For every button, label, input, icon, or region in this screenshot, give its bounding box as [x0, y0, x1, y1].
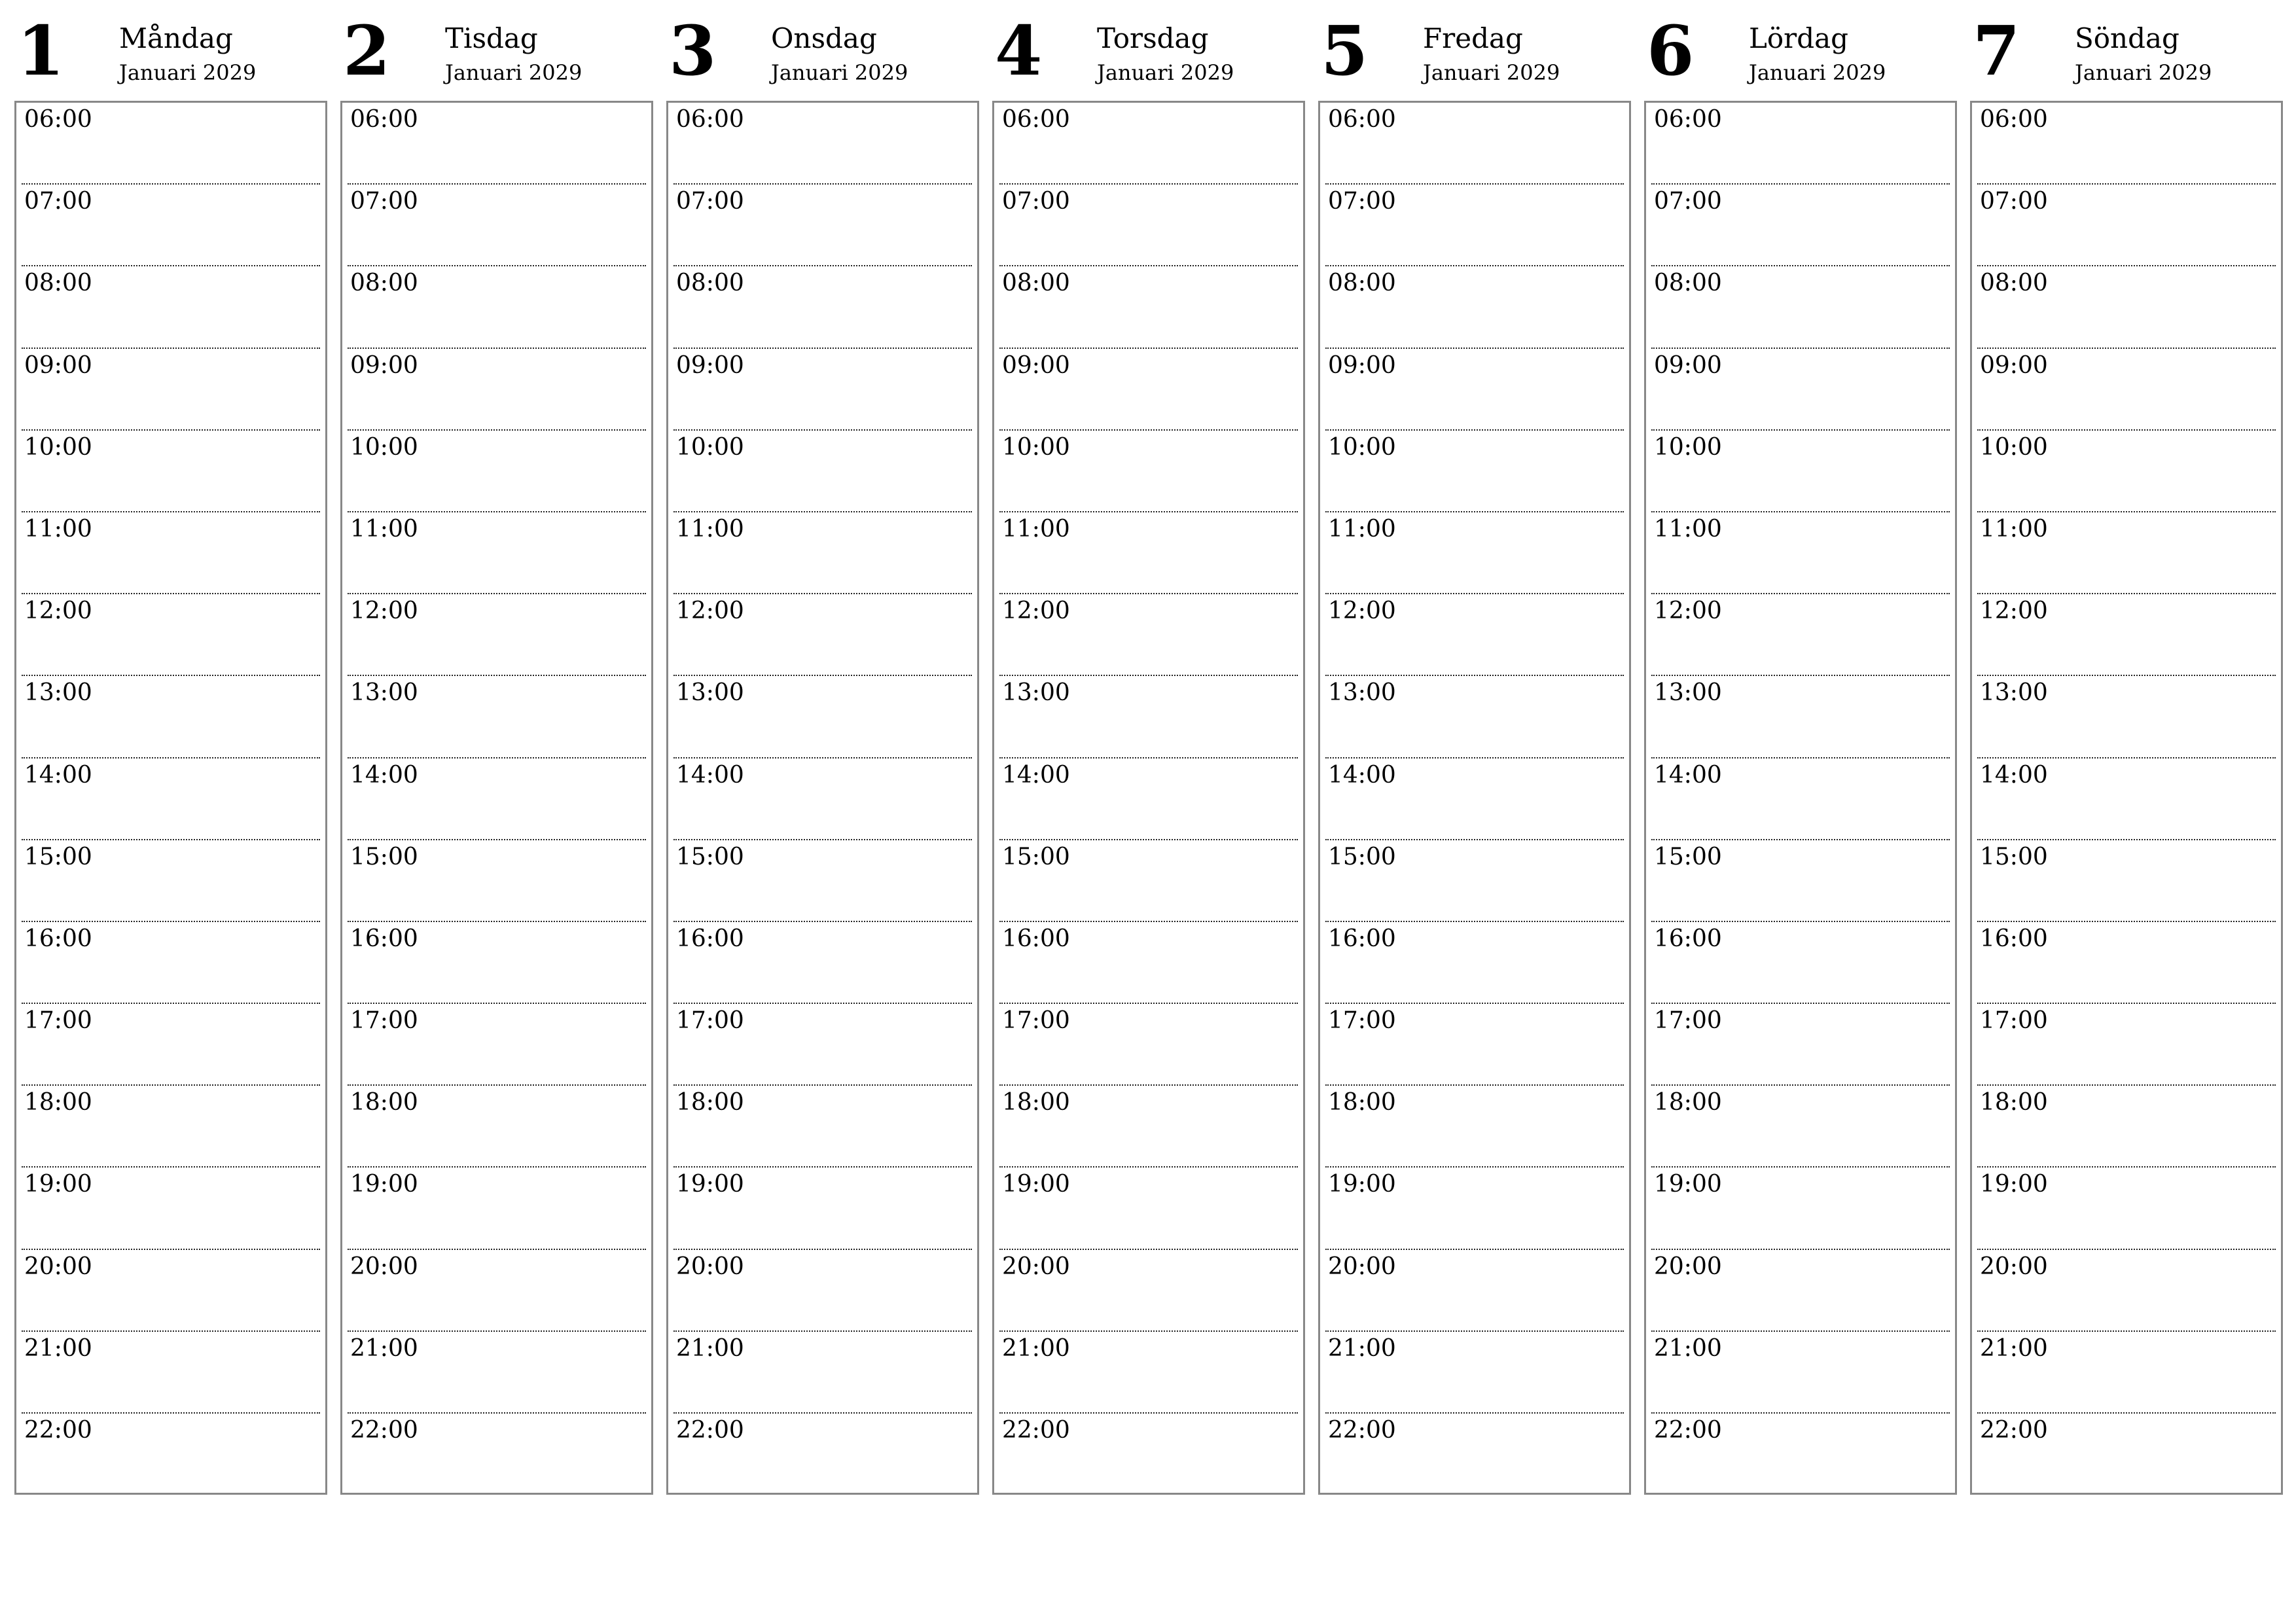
time-slot[interactable] [1651, 349, 1950, 431]
time-slot[interactable] [22, 1250, 320, 1332]
day-header [1970, 10, 2283, 101]
time-label: 13:00 [350, 679, 418, 707]
time-label: 12:00 [1002, 597, 1070, 625]
time-slot[interactable] [1651, 594, 1950, 676]
day-number: 3 [669, 10, 717, 91]
time-slot[interactable] [22, 758, 320, 840]
time-label: 14:00 [1980, 761, 2048, 789]
time-label: 10:00 [350, 433, 418, 461]
time-label: 13:00 [24, 679, 92, 707]
day-schedule-box [1318, 101, 1631, 1495]
time-slot[interactable] [999, 103, 1298, 185]
time-label: 19:00 [1002, 1171, 1070, 1198]
time-label: 15:00 [350, 843, 418, 870]
time-label: 17:00 [1980, 1007, 2048, 1035]
time-label: 16:00 [1980, 925, 2048, 952]
time-slot[interactable] [1651, 1250, 1950, 1332]
time-label: 16:00 [676, 925, 744, 952]
day-header [1318, 10, 1631, 101]
day-number: 6 [1647, 10, 1695, 91]
time-slot[interactable] [1977, 431, 2276, 512]
time-slot[interactable] [673, 1168, 972, 1249]
time-label: 07:00 [350, 188, 418, 215]
time-slot[interactable] [673, 1086, 972, 1168]
day-month-label: Januari 2029 [2075, 60, 2212, 85]
time-slot[interactable] [673, 103, 972, 185]
time-label: 06:00 [1980, 106, 2048, 133]
time-slot[interactable] [1325, 1086, 1624, 1168]
day-column [666, 10, 979, 1495]
time-slot[interactable] [999, 1168, 1298, 1249]
time-label: 18:00 [676, 1089, 744, 1116]
time-slot[interactable] [348, 1004, 646, 1086]
time-label: 15:00 [676, 843, 744, 870]
time-label: 08:00 [1002, 270, 1070, 297]
time-label: 19:00 [350, 1171, 418, 1198]
day-month-label: Januari 2029 [1097, 60, 1234, 85]
time-slot[interactable] [1325, 512, 1624, 594]
time-label: 07:00 [24, 188, 92, 215]
time-label: 12:00 [350, 597, 418, 625]
day-name: Söndag [2075, 22, 2179, 54]
time-slot[interactable] [22, 185, 320, 266]
time-slot[interactable] [1325, 1250, 1624, 1332]
time-label: 16:00 [350, 925, 418, 952]
time-slot[interactable] [999, 676, 1298, 758]
time-label: 20:00 [24, 1253, 92, 1280]
time-label: 06:00 [24, 106, 92, 133]
time-slot[interactable] [1977, 1004, 2276, 1086]
time-slot[interactable] [1977, 922, 2276, 1004]
time-label: 17:00 [1654, 1007, 1722, 1035]
time-label: 16:00 [24, 925, 92, 952]
time-label: 22:00 [1002, 1417, 1070, 1444]
time-label: 08:00 [350, 270, 418, 297]
time-slot[interactable] [673, 594, 972, 676]
time-slot[interactable] [1977, 1414, 2276, 1495]
time-slot[interactable] [999, 266, 1298, 348]
day-column [992, 10, 1305, 1495]
time-slot[interactable] [1651, 1414, 1950, 1495]
time-slot[interactable] [999, 1332, 1298, 1414]
time-slot[interactable] [673, 758, 972, 840]
time-label: 19:00 [1328, 1171, 1396, 1198]
time-slot[interactable] [999, 1086, 1298, 1168]
time-slot[interactable] [348, 266, 646, 348]
time-label: 14:00 [350, 761, 418, 789]
time-slot[interactable] [348, 758, 646, 840]
time-label: 10:00 [1980, 433, 2048, 461]
time-label: 12:00 [676, 597, 744, 625]
time-slot[interactable] [1977, 266, 2276, 348]
time-slot[interactable] [673, 185, 972, 266]
day-schedule-box [14, 101, 327, 1495]
time-label: 09:00 [676, 351, 744, 379]
day-header [1644, 10, 1957, 101]
time-label: 19:00 [24, 1171, 92, 1198]
time-label: 22:00 [676, 1417, 744, 1444]
time-slot[interactable] [22, 1332, 320, 1414]
time-slot[interactable] [1651, 1168, 1950, 1249]
day-column [14, 10, 327, 1495]
time-slot[interactable] [348, 431, 646, 512]
time-label: 11:00 [1002, 515, 1070, 543]
time-slot[interactable] [1651, 922, 1950, 1004]
time-slot[interactable] [999, 431, 1298, 512]
time-slot[interactable] [1977, 840, 2276, 922]
day-schedule-box [1644, 101, 1957, 1495]
time-slot[interactable] [22, 512, 320, 594]
time-label: 11:00 [350, 515, 418, 543]
time-label: 08:00 [24, 270, 92, 297]
time-label: 17:00 [350, 1007, 418, 1035]
time-slot[interactable] [673, 1414, 972, 1495]
time-slot[interactable] [1325, 431, 1624, 512]
day-month-label: Januari 2029 [771, 60, 908, 85]
time-label: 07:00 [1980, 188, 2048, 215]
time-slot[interactable] [999, 922, 1298, 1004]
time-slot[interactable] [348, 1414, 646, 1495]
time-label: 18:00 [24, 1089, 92, 1116]
time-label: 17:00 [1328, 1007, 1396, 1035]
time-slot[interactable] [1651, 1086, 1950, 1168]
time-slot[interactable] [1651, 758, 1950, 840]
time-slot[interactable] [348, 1332, 646, 1414]
time-label: 20:00 [1980, 1253, 2048, 1280]
time-label: 21:00 [676, 1334, 744, 1362]
time-label: 22:00 [1654, 1417, 1722, 1444]
time-slot[interactable] [673, 1250, 972, 1332]
time-label: 21:00 [1654, 1334, 1722, 1362]
time-label: 22:00 [1980, 1417, 2048, 1444]
time-label: 16:00 [1654, 925, 1722, 952]
day-month-label: Januari 2029 [1423, 60, 1560, 85]
time-slot[interactable] [673, 1332, 972, 1414]
time-slot[interactable] [1325, 1414, 1624, 1495]
time-label: 14:00 [676, 761, 744, 789]
time-label: 10:00 [1002, 433, 1070, 461]
time-slot[interactable] [22, 1004, 320, 1086]
day-number: 7 [1973, 10, 2020, 91]
time-slot[interactable] [1325, 185, 1624, 266]
time-slot[interactable] [22, 840, 320, 922]
time-slot[interactable] [22, 349, 320, 431]
time-slot[interactable] [1651, 512, 1950, 594]
time-label: 09:00 [1328, 351, 1396, 379]
time-slot[interactable] [1325, 594, 1624, 676]
time-label: 10:00 [24, 433, 92, 461]
time-label: 19:00 [1654, 1171, 1722, 1198]
time-slot[interactable] [348, 512, 646, 594]
time-slot[interactable] [348, 1250, 646, 1332]
time-label: 19:00 [1980, 1171, 2048, 1198]
time-label: 21:00 [24, 1334, 92, 1362]
time-label: 15:00 [1328, 843, 1396, 870]
time-label: 15:00 [1654, 843, 1722, 870]
day-header [340, 10, 653, 101]
time-slot[interactable] [1977, 1250, 2276, 1332]
time-label: 06:00 [1002, 106, 1070, 133]
time-slot[interactable] [348, 922, 646, 1004]
day-column [1318, 10, 1631, 1495]
time-label: 12:00 [1328, 597, 1396, 625]
time-slot[interactable] [1977, 1086, 2276, 1168]
time-slot[interactable] [1325, 1168, 1624, 1249]
time-label: 08:00 [1980, 270, 2048, 297]
time-slot[interactable] [1325, 1332, 1624, 1414]
time-slot[interactable] [348, 185, 646, 266]
time-slot[interactable] [673, 676, 972, 758]
time-label: 13:00 [1328, 679, 1396, 707]
time-slot[interactable] [22, 922, 320, 1004]
time-label: 16:00 [1328, 925, 1396, 952]
time-slot[interactable] [1977, 512, 2276, 594]
time-label: 14:00 [1654, 761, 1722, 789]
time-slot[interactable] [673, 349, 972, 431]
day-schedule-box [340, 101, 653, 1495]
time-label: 17:00 [24, 1007, 92, 1035]
time-slot[interactable] [348, 1168, 646, 1249]
time-label: 18:00 [1980, 1089, 2048, 1116]
day-column [1970, 10, 2283, 1495]
time-slot[interactable] [1977, 676, 2276, 758]
time-label: 20:00 [1002, 1253, 1070, 1280]
time-slot[interactable] [1651, 840, 1950, 922]
time-slot[interactable] [1325, 103, 1624, 185]
time-slot[interactable] [673, 922, 972, 1004]
time-label: 22:00 [1328, 1417, 1396, 1444]
day-header [14, 10, 327, 101]
time-label: 21:00 [1980, 1334, 2048, 1362]
time-slot[interactable] [673, 840, 972, 922]
time-label: 07:00 [676, 188, 744, 215]
time-label: 13:00 [1654, 679, 1722, 707]
day-name: Tisdag [445, 22, 538, 54]
time-slot[interactable] [1977, 185, 2276, 266]
time-slot[interactable] [22, 431, 320, 512]
time-label: 18:00 [1002, 1089, 1070, 1116]
time-label: 15:00 [1980, 843, 2048, 870]
day-column [340, 10, 653, 1495]
time-slot[interactable] [1977, 103, 2276, 185]
time-slot[interactable] [1977, 594, 2276, 676]
day-name: Fredag [1423, 22, 1523, 54]
time-slot[interactable] [1651, 431, 1950, 512]
time-slot[interactable] [1977, 758, 2276, 840]
time-label: 07:00 [1002, 188, 1070, 215]
time-slot[interactable] [673, 512, 972, 594]
time-slot[interactable] [22, 1414, 320, 1495]
time-slot[interactable] [348, 349, 646, 431]
time-label: 11:00 [1980, 515, 2048, 543]
day-name: Måndag [119, 22, 233, 54]
time-label: 14:00 [24, 761, 92, 789]
time-slot[interactable] [1325, 1004, 1624, 1086]
time-slot[interactable] [22, 1086, 320, 1168]
weekly-planner [14, 10, 2284, 1495]
time-label: 12:00 [1980, 597, 2048, 625]
time-slot[interactable] [22, 676, 320, 758]
day-column [1644, 10, 1957, 1495]
time-label: 07:00 [1654, 188, 1722, 215]
time-slot[interactable] [999, 1004, 1298, 1086]
time-slot[interactable] [999, 840, 1298, 922]
time-label: 17:00 [1002, 1007, 1070, 1035]
time-label: 12:00 [24, 597, 92, 625]
time-slot[interactable] [22, 1168, 320, 1249]
time-label: 12:00 [1654, 597, 1722, 625]
time-label: 18:00 [1654, 1089, 1722, 1116]
time-label: 13:00 [1980, 679, 2048, 707]
time-label: 20:00 [1654, 1253, 1722, 1280]
time-slot[interactable] [348, 676, 646, 758]
time-label: 08:00 [1654, 270, 1722, 297]
day-number: 1 [17, 10, 65, 91]
time-slot[interactable] [1977, 1168, 2276, 1249]
time-slot[interactable] [22, 594, 320, 676]
time-label: 21:00 [1328, 1334, 1396, 1362]
time-slot[interactable] [999, 185, 1298, 266]
time-label: 11:00 [676, 515, 744, 543]
time-slot[interactable] [22, 266, 320, 348]
time-label: 22:00 [24, 1417, 92, 1444]
time-label: 15:00 [1002, 843, 1070, 870]
time-label: 19:00 [676, 1171, 744, 1198]
time-slot[interactable] [1325, 349, 1624, 431]
day-number: 2 [343, 10, 391, 91]
day-month-label: Januari 2029 [119, 60, 257, 85]
time-label: 20:00 [676, 1253, 744, 1280]
time-label: 09:00 [350, 351, 418, 379]
time-slot[interactable] [348, 594, 646, 676]
time-slot[interactable] [999, 758, 1298, 840]
day-name: Onsdag [771, 22, 877, 54]
time-slot[interactable] [1977, 1332, 2276, 1414]
time-slot[interactable] [1325, 758, 1624, 840]
time-slot[interactable] [348, 103, 646, 185]
time-label: 09:00 [1654, 351, 1722, 379]
time-label: 11:00 [24, 515, 92, 543]
time-label: 10:00 [1328, 433, 1396, 461]
time-slot[interactable] [673, 266, 972, 348]
time-label: 06:00 [676, 106, 744, 133]
time-label: 22:00 [350, 1417, 418, 1444]
time-label: 06:00 [350, 106, 418, 133]
time-label: 07:00 [1328, 188, 1396, 215]
time-label: 13:00 [676, 679, 744, 707]
time-slot[interactable] [348, 840, 646, 922]
time-slot[interactable] [1651, 1332, 1950, 1414]
time-label: 20:00 [350, 1253, 418, 1280]
time-slot[interactable] [1325, 840, 1624, 922]
day-header [992, 10, 1305, 101]
time-slot[interactable] [1325, 266, 1624, 348]
time-label: 21:00 [1002, 1334, 1070, 1362]
time-label: 18:00 [1328, 1089, 1396, 1116]
time-slot[interactable] [673, 431, 972, 512]
time-slot[interactable] [22, 103, 320, 185]
time-label: 10:00 [676, 433, 744, 461]
time-label: 13:00 [1002, 679, 1070, 707]
time-label: 18:00 [350, 1089, 418, 1116]
day-header [666, 10, 979, 101]
time-label: 16:00 [1002, 925, 1070, 952]
time-slot[interactable] [999, 512, 1298, 594]
time-slot[interactable] [1651, 676, 1950, 758]
time-slot[interactable] [999, 349, 1298, 431]
time-label: 14:00 [1328, 761, 1396, 789]
day-schedule-box [666, 101, 979, 1495]
day-number: 5 [1321, 10, 1369, 91]
time-label: 15:00 [24, 843, 92, 870]
time-slot[interactable] [1325, 922, 1624, 1004]
time-slot[interactable] [999, 594, 1298, 676]
time-slot[interactable] [999, 1250, 1298, 1332]
time-label: 09:00 [1002, 351, 1070, 379]
day-schedule-box [1970, 101, 2283, 1495]
time-label: 09:00 [1980, 351, 2048, 379]
time-slot[interactable] [1651, 1004, 1950, 1086]
time-label: 21:00 [350, 1334, 418, 1362]
day-name: Torsdag [1097, 22, 1209, 54]
time-slot[interactable] [348, 1086, 646, 1168]
time-label: 10:00 [1654, 433, 1722, 461]
time-slot[interactable] [1651, 266, 1950, 348]
time-label: 11:00 [1654, 515, 1722, 543]
time-label: 08:00 [676, 270, 744, 297]
day-schedule-box [992, 101, 1305, 1495]
time-label: 08:00 [1328, 270, 1396, 297]
day-number: 4 [995, 10, 1043, 91]
day-name: Lördag [1749, 22, 1849, 54]
time-slot[interactable] [673, 1004, 972, 1086]
time-slot[interactable] [1977, 349, 2276, 431]
time-label: 17:00 [676, 1007, 744, 1035]
time-label: 06:00 [1328, 106, 1396, 133]
time-label: 20:00 [1328, 1253, 1396, 1280]
time-label: 14:00 [1002, 761, 1070, 789]
time-slot[interactable] [1651, 185, 1950, 266]
time-slot[interactable] [999, 1414, 1298, 1495]
time-slot[interactable] [1651, 103, 1950, 185]
time-label: 11:00 [1328, 515, 1396, 543]
day-month-label: Januari 2029 [1749, 60, 1886, 85]
time-label: 06:00 [1654, 106, 1722, 133]
day-month-label: Januari 2029 [445, 60, 583, 85]
time-slot[interactable] [1325, 676, 1624, 758]
time-label: 09:00 [24, 351, 92, 379]
